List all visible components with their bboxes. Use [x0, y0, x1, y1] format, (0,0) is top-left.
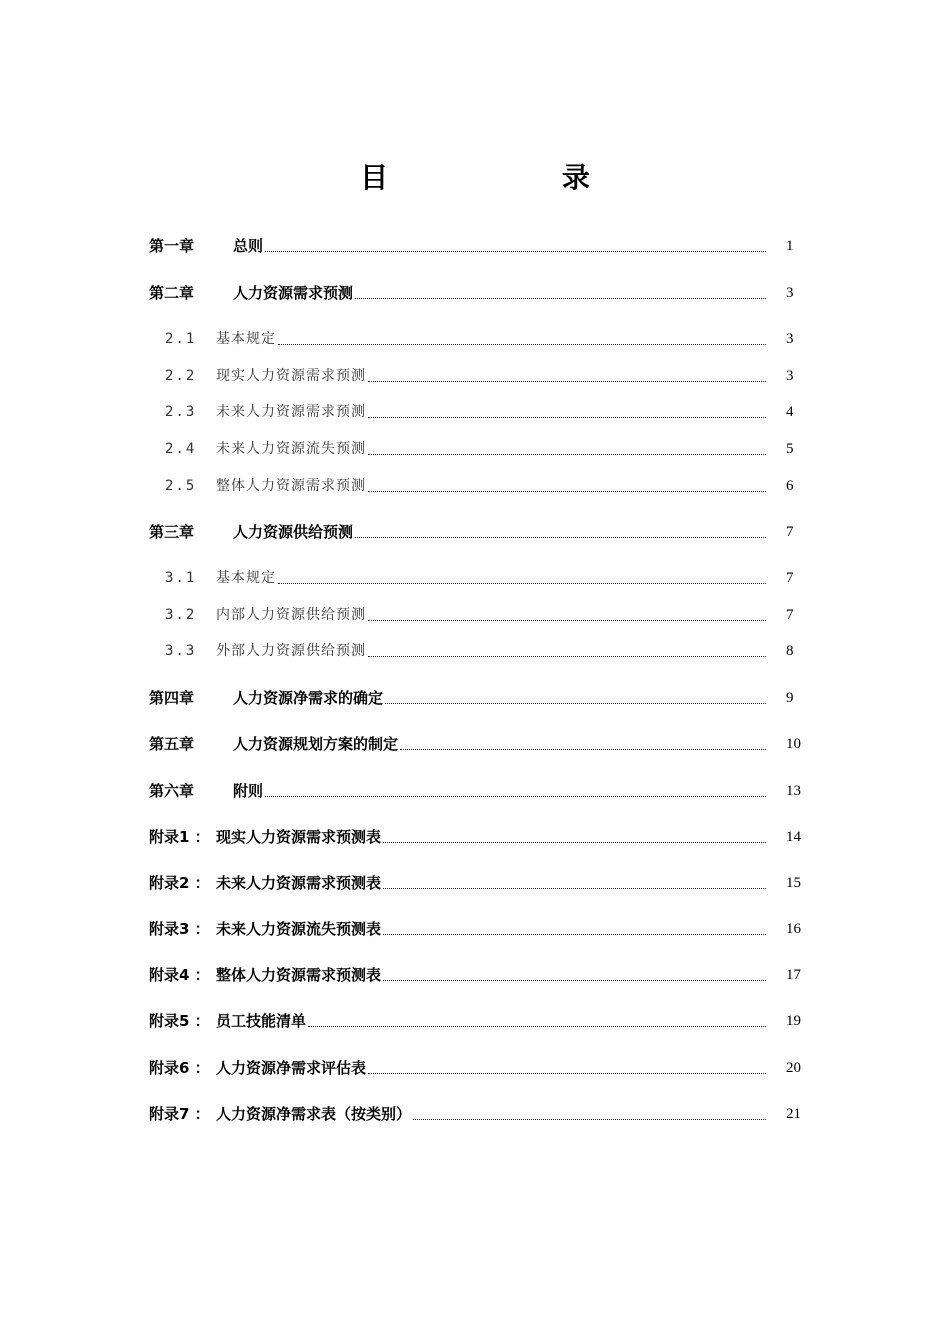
toc-entry-title: 基本规定: [216, 570, 276, 586]
toc-page-number: 10: [786, 736, 801, 752]
toc-section-entry[interactable]: [0, 604, 950, 626]
toc-leader-dots: [383, 841, 766, 843]
toc-entry-number: 附录3 ：: [149, 920, 210, 938]
toc-section-entry[interactable]: [0, 328, 950, 350]
toc-entry-number: 附录1 ：: [149, 828, 210, 846]
toc-entry-number: 3.2: [165, 607, 197, 623]
toc-leader-dots: [278, 582, 766, 584]
toc-leader-dots: [368, 453, 766, 455]
toc-page-number: 15: [786, 875, 801, 891]
toc-entry-title: 现实人力资源需求预测表: [216, 828, 382, 846]
toc-page-number: 17: [786, 967, 801, 983]
toc-entry-title: 人力资源净需求的确定: [233, 689, 384, 707]
toc-entry-title: 未来人力资源流失预测: [216, 441, 366, 457]
toc-leader-dots: [265, 250, 766, 252]
toc-page-number: 3: [786, 285, 794, 301]
page-title: 目 录: [360, 161, 672, 194]
toc-entry-number: 第六章: [149, 782, 195, 800]
toc-appendix-entry[interactable]: [0, 1103, 950, 1125]
toc-appendix-entry[interactable]: [0, 872, 950, 894]
toc-entry-title: 整体人力资源需求预测: [216, 478, 366, 494]
toc-entry-title: 人力资源净需求评估表: [216, 1059, 367, 1077]
toc-leader-dots: [368, 490, 766, 492]
toc-entry-title: 未来人力资源需求预测: [216, 404, 366, 420]
toc-leader-dots: [383, 933, 766, 935]
toc-chapter-entry[interactable]: [0, 780, 950, 802]
toc-page-number: 20: [786, 1060, 801, 1076]
toc-appendix-entry[interactable]: [0, 918, 950, 940]
toc-entry-number: 第三章: [149, 523, 195, 541]
toc-entry-number: 2.3: [165, 404, 197, 420]
toc-entry-number: 2.2: [165, 368, 197, 384]
toc-page-number: 1: [786, 238, 794, 254]
toc-chapter-entry[interactable]: [0, 687, 950, 709]
toc-section-entry[interactable]: [0, 438, 950, 460]
toc-page-number: 7: [786, 570, 794, 586]
toc-page-number: 3: [786, 368, 794, 384]
toc-leader-dots: [368, 619, 766, 621]
toc-entry-number: 2.4: [165, 441, 197, 457]
toc-page-number: 5: [786, 441, 794, 457]
toc-entry-number: 2.5: [165, 478, 197, 494]
toc-leader-dots: [368, 416, 766, 418]
toc-entry-number: 第五章: [149, 735, 195, 753]
toc-leader-dots: [368, 380, 766, 382]
toc-page-number: 14: [786, 829, 801, 845]
toc-page-number: 19: [786, 1013, 801, 1029]
toc-leader-dots: [355, 297, 766, 299]
toc-leader-dots: [400, 748, 766, 750]
toc-appendix-entry[interactable]: [0, 1057, 950, 1079]
toc-entry-number: 附录4 ：: [149, 966, 210, 984]
toc-page-number: 16: [786, 921, 801, 937]
toc-entry-title: 整体人力资源需求预测表: [216, 966, 382, 984]
toc-entry-number: 附录2 ：: [149, 874, 210, 892]
toc-entry-title: 附则: [233, 782, 264, 800]
toc-entry-title: 人力资源供给预测: [233, 523, 354, 541]
toc-entry-number: 附录7 ：: [149, 1105, 210, 1123]
toc-entry-title: 基本规定: [216, 331, 276, 347]
toc-entry-title: 人力资源需求预测: [233, 284, 354, 302]
toc-chapter-entry[interactable]: [0, 521, 950, 543]
toc-page-number: 21: [786, 1106, 801, 1122]
toc-section-entry[interactable]: [0, 401, 950, 423]
toc-page-number: 13: [786, 783, 801, 799]
toc-chapter-entry[interactable]: [0, 733, 950, 755]
toc-leader-dots: [355, 536, 766, 538]
toc-page-number: 9: [786, 690, 794, 706]
toc-leader-dots: [308, 1025, 766, 1027]
toc-section-entry[interactable]: [0, 475, 950, 497]
toc-section-entry[interactable]: [0, 365, 950, 387]
toc-entry-number: 第二章: [149, 284, 195, 302]
toc-section-entry[interactable]: [0, 640, 950, 662]
toc-leader-dots: [383, 887, 766, 889]
toc-page-number: 6: [786, 478, 794, 494]
toc-entry-title: 内部人力资源供给预测: [216, 607, 366, 623]
toc-leader-dots: [278, 343, 766, 345]
toc-entry-title: 外部人力资源供给预测: [216, 643, 366, 659]
toc-entry-title: 人力资源规划方案的制定: [233, 735, 399, 753]
toc-page-number: 8: [786, 643, 794, 659]
toc-entry-number: 附录6 ：: [149, 1059, 210, 1077]
toc-appendix-entry[interactable]: [0, 826, 950, 848]
toc-page-number: 4: [786, 404, 794, 420]
toc-page-number: 7: [786, 607, 794, 623]
toc-entry-title: 总则: [233, 237, 264, 255]
toc-leader-dots: [368, 655, 766, 657]
toc-entry-number: 3.3: [165, 643, 197, 659]
toc-appendix-entry[interactable]: [0, 964, 950, 986]
toc-entry-title: 未来人力资源需求预测表: [216, 874, 382, 892]
toc-page-number: 7: [786, 524, 794, 540]
toc-leader-dots: [385, 702, 766, 704]
toc-entry-title: 人力资源净需求表（按类别）: [216, 1105, 412, 1123]
toc-appendix-entry[interactable]: [0, 1010, 950, 1032]
toc-page-number: 3: [786, 331, 794, 347]
toc-chapter-entry[interactable]: [0, 282, 950, 304]
toc-leader-dots: [383, 979, 766, 981]
toc-entry-number: 第一章: [149, 237, 195, 255]
toc-entry-number: 3.1: [165, 570, 197, 586]
toc-entry-title: 员工技能清单: [216, 1012, 307, 1030]
toc-entry-number: 2.1: [165, 331, 197, 347]
toc-entry-number: 附录5 ：: [149, 1012, 210, 1030]
toc-leader-dots: [413, 1118, 766, 1120]
toc-chapter-entry[interactable]: [0, 235, 950, 257]
toc-section-entry[interactable]: [0, 567, 950, 589]
toc-leader-dots: [265, 795, 766, 797]
toc-leader-dots: [368, 1072, 766, 1074]
toc-entry-number: 第四章: [149, 689, 195, 707]
toc-entry-title: 未来人力资源流失预测表: [216, 920, 382, 938]
toc-entry-title: 现实人力资源需求预测: [216, 368, 366, 384]
